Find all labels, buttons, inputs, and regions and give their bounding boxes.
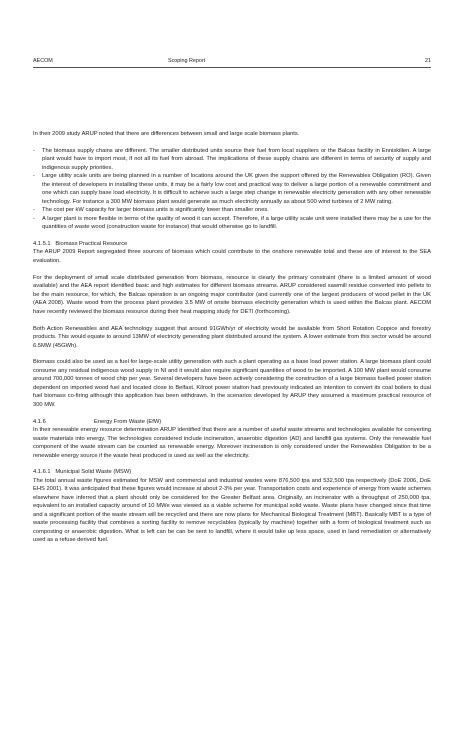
section-heading-energy-from-waste xyxy=(33,418,431,426)
section-number: 4.1.6 xyxy=(33,418,46,425)
section-title: Energy From Waste (EfW) xyxy=(94,418,162,425)
document-body xyxy=(33,130,431,553)
list-item: - The cost per kW capacity for larger biomass units is significantly lower than smaller ones. xyxy=(33,206,431,214)
list-item: - The biomass supply chains are different. The smaller distributed units source their fuel from local suppliers or the Balcas facility in Enniskillen. A large plant would have to import most, if not all its fuel from abroad. The implications of these supply chains are different in terms of security of supply and indigenous supply priorities. xyxy=(33,147,431,172)
body-paragraph: In their renewable energy resource determination ARUP identified that there are a number of useful waste streams and technologies available for converting waste materials into energy. The technologies considered include incineration, anaerobic digestion (AD) and landfill gas systems. Only the renewable fuel component of the waste stream can be counted as renewable energy. Moreover incineration is only considered under the Renewables Obligation to be a renewable energy source if the waste heat produced is used as well as the electricity. xyxy=(33,427,431,459)
biomass-differences-list xyxy=(33,147,431,232)
list-item: - Large utility scale units are being planned in a number of locations around the UK given the support offered by the Renewables Obligation (RO). Given the interest of developers in installing these units, it may be a fairly low cost and practical way to deliver a large portion of a renewable commitment and one which can supply base load electricity. It is difficult to achieve such a large step change in renewable electricity generation with any other renewable technology. For instance a 300 MW biomass plant would generate as much electricity annually as about 500 wind turbines of 2 MW rating. xyxy=(33,172,431,206)
section-number: 4.1.6.1 xyxy=(33,469,51,476)
intro-paragraph: In their 2009 study ARUP noted that there are differences between small and large scale biomass plants. xyxy=(33,131,300,137)
section-title: Municipal Solid Waste (MSW) xyxy=(55,469,132,476)
header-page-number: 21 xyxy=(425,58,431,64)
body-paragraph: The ARUP 2009 Report segregated three sources of biomass which could contribute to the onshore renewable total and these are of interest to the SEA evaluation. xyxy=(33,249,431,264)
section-heading-biomass-practical-resource xyxy=(33,240,431,248)
section-heading-municipal-solid-waste xyxy=(33,468,431,476)
body-paragraph: Both Action Renewables and AEA technology suggest that around 91GWh/yr of electricity would be available from Short Rotation Coppice and forestry products. This would equate to around 13MW of electricity generating plant distributed around the system. A lower estimate from this sector would be around 6.5MW (45GWh). xyxy=(33,325,431,349)
header-report-title: Scoping Report xyxy=(168,58,206,64)
list-item: - A larger plant is more flexible in terms of the quality of wood it can accept. Therefore, if a large utility scale unit were installed there may be a use for the quantities of waste wood (construction waste for instance) that would otherwise go to landfill. xyxy=(33,215,431,232)
header-company: AECOM xyxy=(33,58,53,64)
body-paragraph: For the deployment of small scale distributed generation from biomass, resource is clearly the primary constraint (there is a limited amount of wood available) and the AEA report identified basic and high estimates for different biomass streams. ARUP considered sawmill residue converted into pellets to be the main resource, for which, the Balcas operation is an ongoing major contributor (and currently one of the largest producers of wood pellet in the UK (AEA 2008). Waste wood from the process plant provides 3.5 MW of onsite biomass electricity generation which is used within the Balcas plant. AECOM have recently reviewed the biomass resource during their heat mapping study for DETI (forthcoming). xyxy=(33,274,431,315)
body-paragraph: Biomass could also be used as a fuel for large-scale utility generation with such a plant operating as a base load power station. A large biomass plant could consume any residual indigenous wood supply in NI and it would also require significant quantities of wood to be imported. A 100 MW plant would consume around 700,000 tonnes of wood chip per year. Several developers have been actively considering the construction of a large biomass fuelled power station dependent on imported wood fuel and located close to Belfast. Kilroot power station had previously indicated an intention to convert its coal boilers to dual fuel biomass co-firing although this application has been withdrawn. In the scenarios developed by ARUP they assumed a maximum practical resource of 300 MW. xyxy=(33,359,431,408)
section-number: 4.1.5.1 xyxy=(33,240,51,247)
section-title: Biomass Practical Resource xyxy=(55,240,128,247)
header-divider xyxy=(33,67,431,68)
body-paragraph: The total annual waste figures estimated for MSW and commercial and industrial wastes were 876,500 tpa and 532,500 tpa respectively (DoE 2006, DoE EHS 2001). It was anticipated that these figures would increase at about 2-3% per year. Transportation costs and experience of energy from waste schemes elsewhere have inferred that a plant should only be considered for the Greater Belfast area. Originally, an incinerator with a throughput of 250,000 tpa, equivalent to an installed capacity around of 10 MWe was viewed as a viable scheme for municipal solid waste. Waste plans have changed since that time and a significant portion of the waste stream will be recycled and there are now plans for Mechanical Biological Treatment (MBT). Basically MBT is a type of waste processing facility that combines a sorting facility to remove recyclables (typically by machine) together with a form of biological treatment such as composting or anaerobic digestion. What is left can be can be sent to landfill, where it would take up less space, used in land remediation or alternatively used as a refuse derived fuel. xyxy=(33,477,431,544)
